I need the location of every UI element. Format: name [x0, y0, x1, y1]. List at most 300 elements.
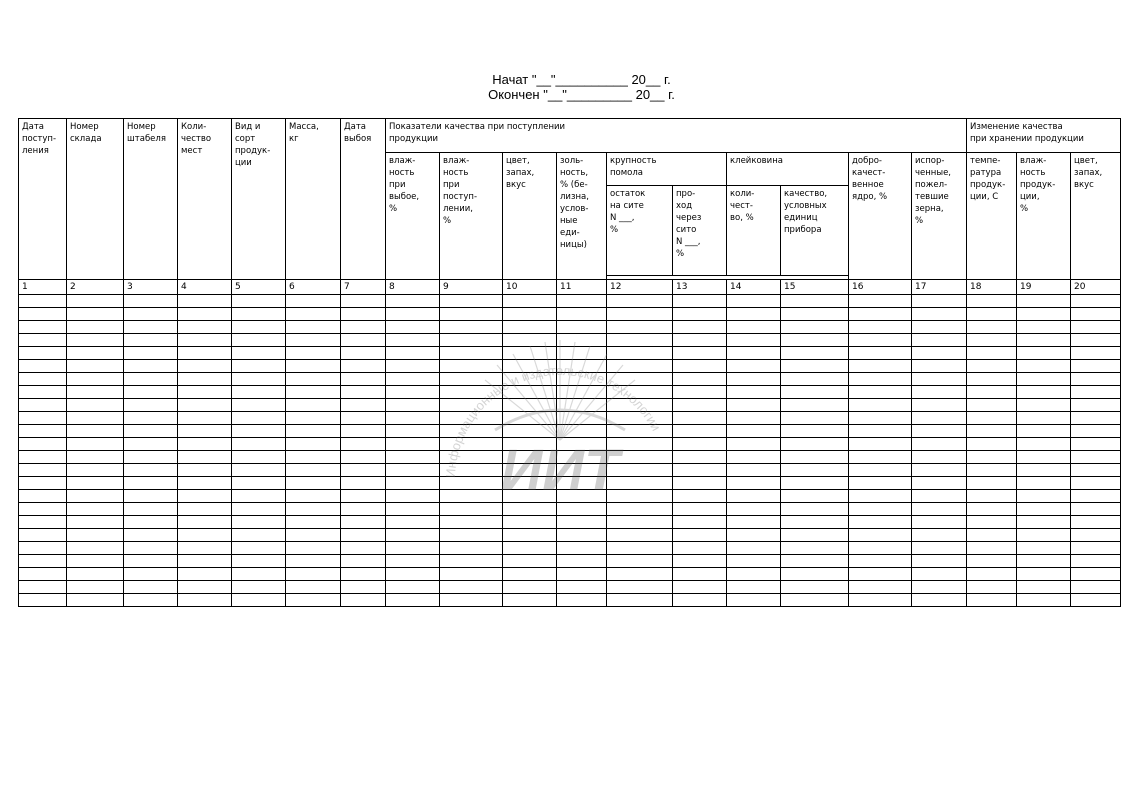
table-cell[interactable] [1017, 308, 1071, 321]
table-cell[interactable] [286, 594, 341, 607]
table-cell[interactable] [503, 464, 557, 477]
table-cell[interactable] [557, 334, 607, 347]
table-cell[interactable] [178, 490, 232, 503]
table-cell[interactable] [124, 412, 178, 425]
table-cell[interactable] [912, 555, 967, 568]
table-cell[interactable] [232, 503, 286, 516]
table-cell[interactable] [232, 451, 286, 464]
table-cell[interactable] [341, 542, 386, 555]
table-cell[interactable] [849, 581, 912, 594]
table-cell[interactable] [19, 529, 67, 542]
table-cell[interactable] [386, 477, 440, 490]
table-cell[interactable] [727, 568, 781, 581]
table-cell[interactable] [178, 568, 232, 581]
table-cell[interactable] [1017, 594, 1071, 607]
table-cell[interactable] [232, 308, 286, 321]
table-cell[interactable] [673, 295, 727, 308]
table-cell[interactable] [124, 451, 178, 464]
table-cell[interactable] [673, 386, 727, 399]
table-cell[interactable] [503, 555, 557, 568]
table-cell[interactable] [967, 399, 1017, 412]
table-cell[interactable] [178, 360, 232, 373]
table-cell[interactable] [607, 412, 673, 425]
table-cell[interactable] [781, 334, 849, 347]
table-cell[interactable] [607, 347, 673, 360]
table-cell[interactable] [178, 334, 232, 347]
table-cell[interactable] [1017, 529, 1071, 542]
table-cell[interactable] [67, 503, 124, 516]
table-cell[interactable] [727, 503, 781, 516]
table-cell[interactable] [440, 373, 503, 386]
table-cell[interactable] [673, 490, 727, 503]
table-cell[interactable] [967, 477, 1017, 490]
table-cell[interactable] [386, 386, 440, 399]
table-cell[interactable] [232, 568, 286, 581]
table-cell[interactable] [781, 568, 849, 581]
table-cell[interactable] [1017, 464, 1071, 477]
table-cell[interactable] [503, 438, 557, 451]
table-cell[interactable] [727, 529, 781, 542]
table-cell[interactable] [967, 529, 1017, 542]
table-cell[interactable] [286, 295, 341, 308]
table-cell[interactable] [727, 425, 781, 438]
table-cell[interactable] [912, 425, 967, 438]
table-cell[interactable] [1017, 477, 1071, 490]
table-cell[interactable] [386, 360, 440, 373]
table-cell[interactable] [557, 568, 607, 581]
table-cell[interactable] [503, 529, 557, 542]
table-cell[interactable] [727, 555, 781, 568]
table-cell[interactable] [124, 308, 178, 321]
table-cell[interactable] [1071, 373, 1121, 386]
table-cell[interactable] [286, 464, 341, 477]
table-cell[interactable] [178, 321, 232, 334]
table-cell[interactable] [124, 529, 178, 542]
table-cell[interactable] [967, 360, 1017, 373]
table-cell[interactable] [1071, 594, 1121, 607]
table-cell[interactable] [849, 516, 912, 529]
table-cell[interactable] [286, 581, 341, 594]
table-cell[interactable] [19, 412, 67, 425]
table-cell[interactable] [607, 295, 673, 308]
table-cell[interactable] [1071, 399, 1121, 412]
table-cell[interactable] [912, 542, 967, 555]
table-cell[interactable] [673, 438, 727, 451]
table-cell[interactable] [607, 399, 673, 412]
table-cell[interactable] [912, 451, 967, 464]
table-cell[interactable] [967, 386, 1017, 399]
table-cell[interactable] [1071, 477, 1121, 490]
table-cell[interactable] [286, 477, 341, 490]
table-cell[interactable] [781, 581, 849, 594]
table-cell[interactable] [286, 555, 341, 568]
table-cell[interactable] [1071, 542, 1121, 555]
table-cell[interactable] [607, 451, 673, 464]
table-cell[interactable] [967, 334, 1017, 347]
table-cell[interactable] [341, 321, 386, 334]
table-cell[interactable] [178, 581, 232, 594]
table-cell[interactable] [849, 425, 912, 438]
table-cell[interactable] [967, 464, 1017, 477]
table-cell[interactable] [673, 321, 727, 334]
table-cell[interactable] [286, 373, 341, 386]
table-cell[interactable] [67, 360, 124, 373]
table-cell[interactable] [912, 581, 967, 594]
table-cell[interactable] [727, 386, 781, 399]
table-cell[interactable] [386, 451, 440, 464]
table-cell[interactable] [178, 477, 232, 490]
table-cell[interactable] [178, 516, 232, 529]
table-cell[interactable] [124, 594, 178, 607]
table-cell[interactable] [503, 490, 557, 503]
table-cell[interactable] [178, 464, 232, 477]
table-cell[interactable] [386, 542, 440, 555]
table-cell[interactable] [557, 438, 607, 451]
table-cell[interactable] [727, 399, 781, 412]
table-cell[interactable] [232, 581, 286, 594]
table-cell[interactable] [19, 490, 67, 503]
table-cell[interactable] [124, 347, 178, 360]
table-cell[interactable] [67, 373, 124, 386]
table-cell[interactable] [849, 347, 912, 360]
table-cell[interactable] [1017, 503, 1071, 516]
table-cell[interactable] [341, 503, 386, 516]
table-cell[interactable] [727, 334, 781, 347]
table-cell[interactable] [67, 295, 124, 308]
table-cell[interactable] [673, 555, 727, 568]
table-cell[interactable] [849, 334, 912, 347]
table-cell[interactable] [781, 542, 849, 555]
table-cell[interactable] [912, 503, 967, 516]
table-cell[interactable] [1017, 321, 1071, 334]
table-cell[interactable] [440, 412, 503, 425]
table-cell[interactable] [386, 425, 440, 438]
table-cell[interactable] [124, 581, 178, 594]
table-cell[interactable] [341, 477, 386, 490]
table-cell[interactable] [1017, 399, 1071, 412]
table-cell[interactable] [967, 555, 1017, 568]
table-cell[interactable] [124, 568, 178, 581]
table-cell[interactable] [178, 594, 232, 607]
table-cell[interactable] [67, 347, 124, 360]
table-cell[interactable] [286, 568, 341, 581]
table-cell[interactable] [503, 568, 557, 581]
table-cell[interactable] [440, 464, 503, 477]
table-cell[interactable] [286, 542, 341, 555]
table-cell[interactable] [557, 490, 607, 503]
table-cell[interactable] [386, 555, 440, 568]
table-cell[interactable] [557, 503, 607, 516]
table-cell[interactable] [341, 373, 386, 386]
table-cell[interactable] [67, 308, 124, 321]
table-cell[interactable] [178, 412, 232, 425]
table-cell[interactable] [19, 347, 67, 360]
table-cell[interactable] [781, 451, 849, 464]
table-cell[interactable] [341, 308, 386, 321]
table-cell[interactable] [727, 295, 781, 308]
table-cell[interactable] [1017, 386, 1071, 399]
table-cell[interactable] [557, 529, 607, 542]
table-cell[interactable] [440, 490, 503, 503]
table-cell[interactable] [386, 568, 440, 581]
table-cell[interactable] [67, 581, 124, 594]
table-cell[interactable] [286, 308, 341, 321]
table-cell[interactable] [19, 321, 67, 334]
table-cell[interactable] [673, 529, 727, 542]
table-cell[interactable] [727, 321, 781, 334]
table-cell[interactable] [781, 412, 849, 425]
table-cell[interactable] [286, 321, 341, 334]
table-cell[interactable] [673, 568, 727, 581]
table-cell[interactable] [967, 347, 1017, 360]
table-cell[interactable] [286, 347, 341, 360]
table-cell[interactable] [673, 464, 727, 477]
table-cell[interactable] [912, 295, 967, 308]
table-cell[interactable] [286, 529, 341, 542]
table-cell[interactable] [1071, 334, 1121, 347]
table-cell[interactable] [440, 360, 503, 373]
table-cell[interactable] [232, 477, 286, 490]
table-cell[interactable] [557, 321, 607, 334]
table-cell[interactable] [440, 321, 503, 334]
table-cell[interactable] [341, 451, 386, 464]
table-cell[interactable] [607, 308, 673, 321]
table-cell[interactable] [503, 451, 557, 464]
table-cell[interactable] [673, 373, 727, 386]
table-cell[interactable] [727, 477, 781, 490]
table-cell[interactable] [124, 386, 178, 399]
table-cell[interactable] [440, 438, 503, 451]
table-cell[interactable] [1017, 490, 1071, 503]
table-cell[interactable] [673, 516, 727, 529]
table-cell[interactable] [178, 347, 232, 360]
table-cell[interactable] [232, 386, 286, 399]
table-cell[interactable] [781, 386, 849, 399]
table-cell[interactable] [67, 321, 124, 334]
table-cell[interactable] [503, 347, 557, 360]
table-cell[interactable] [386, 321, 440, 334]
table-cell[interactable] [124, 425, 178, 438]
table-cell[interactable] [781, 347, 849, 360]
table-cell[interactable] [967, 373, 1017, 386]
table-cell[interactable] [1017, 581, 1071, 594]
table-cell[interactable] [124, 295, 178, 308]
table-cell[interactable] [849, 464, 912, 477]
table-cell[interactable] [503, 581, 557, 594]
table-cell[interactable] [849, 412, 912, 425]
table-cell[interactable] [607, 373, 673, 386]
table-cell[interactable] [912, 321, 967, 334]
table-cell[interactable] [912, 516, 967, 529]
table-cell[interactable] [607, 334, 673, 347]
table-cell[interactable] [607, 360, 673, 373]
table-cell[interactable] [607, 477, 673, 490]
table-cell[interactable] [19, 386, 67, 399]
table-cell[interactable] [286, 334, 341, 347]
table-cell[interactable] [19, 295, 67, 308]
table-cell[interactable] [607, 568, 673, 581]
table-cell[interactable] [781, 308, 849, 321]
table-cell[interactable] [503, 516, 557, 529]
table-cell[interactable] [967, 295, 1017, 308]
table-cell[interactable] [386, 373, 440, 386]
table-cell[interactable] [178, 503, 232, 516]
table-cell[interactable] [341, 412, 386, 425]
table-cell[interactable] [1017, 568, 1071, 581]
table-cell[interactable] [727, 412, 781, 425]
table-cell[interactable] [849, 477, 912, 490]
table-cell[interactable] [124, 399, 178, 412]
table-cell[interactable] [124, 516, 178, 529]
table-cell[interactable] [1071, 555, 1121, 568]
table-cell[interactable] [232, 555, 286, 568]
table-cell[interactable] [19, 503, 67, 516]
table-cell[interactable] [607, 516, 673, 529]
table-cell[interactable] [341, 334, 386, 347]
table-cell[interactable] [440, 555, 503, 568]
table-cell[interactable] [849, 360, 912, 373]
table-cell[interactable] [386, 295, 440, 308]
table-cell[interactable] [781, 529, 849, 542]
table-cell[interactable] [673, 334, 727, 347]
table-cell[interactable] [727, 594, 781, 607]
table-cell[interactable] [178, 308, 232, 321]
table-cell[interactable] [727, 490, 781, 503]
table-cell[interactable] [557, 399, 607, 412]
table-cell[interactable] [386, 594, 440, 607]
table-cell[interactable] [727, 516, 781, 529]
table-cell[interactable] [1017, 412, 1071, 425]
table-cell[interactable] [19, 477, 67, 490]
table-cell[interactable] [912, 373, 967, 386]
table-cell[interactable] [386, 399, 440, 412]
table-cell[interactable] [1071, 503, 1121, 516]
table-cell[interactable] [178, 295, 232, 308]
table-cell[interactable] [1071, 347, 1121, 360]
table-cell[interactable] [673, 308, 727, 321]
table-cell[interactable] [178, 373, 232, 386]
table-cell[interactable] [67, 568, 124, 581]
table-cell[interactable] [781, 373, 849, 386]
table-cell[interactable] [607, 490, 673, 503]
table-cell[interactable] [286, 490, 341, 503]
table-cell[interactable] [1071, 581, 1121, 594]
table-cell[interactable] [386, 347, 440, 360]
table-cell[interactable] [232, 464, 286, 477]
table-cell[interactable] [178, 529, 232, 542]
table-cell[interactable] [912, 594, 967, 607]
table-cell[interactable] [607, 594, 673, 607]
table-cell[interactable] [386, 503, 440, 516]
table-cell[interactable] [341, 347, 386, 360]
table-cell[interactable] [727, 438, 781, 451]
table-cell[interactable] [286, 386, 341, 399]
table-cell[interactable] [286, 425, 341, 438]
table-cell[interactable] [727, 581, 781, 594]
table-cell[interactable] [386, 529, 440, 542]
table-cell[interactable] [503, 308, 557, 321]
table-cell[interactable] [607, 386, 673, 399]
table-cell[interactable] [503, 295, 557, 308]
table-cell[interactable] [967, 581, 1017, 594]
table-cell[interactable] [386, 334, 440, 347]
table-cell[interactable] [607, 542, 673, 555]
table-cell[interactable] [503, 321, 557, 334]
table-cell[interactable] [967, 438, 1017, 451]
table-cell[interactable] [849, 321, 912, 334]
table-cell[interactable] [232, 412, 286, 425]
table-cell[interactable] [912, 308, 967, 321]
table-cell[interactable] [781, 594, 849, 607]
table-cell[interactable] [557, 477, 607, 490]
table-cell[interactable] [386, 308, 440, 321]
table-cell[interactable] [386, 581, 440, 594]
table-cell[interactable] [178, 386, 232, 399]
table-cell[interactable] [673, 412, 727, 425]
table-cell[interactable] [232, 516, 286, 529]
table-cell[interactable] [232, 438, 286, 451]
table-cell[interactable] [1017, 373, 1071, 386]
table-cell[interactable] [849, 503, 912, 516]
table-cell[interactable] [781, 503, 849, 516]
table-cell[interactable] [727, 542, 781, 555]
table-cell[interactable] [232, 425, 286, 438]
table-cell[interactable] [440, 347, 503, 360]
table-cell[interactable] [286, 360, 341, 373]
table-cell[interactable] [386, 464, 440, 477]
table-cell[interactable] [849, 386, 912, 399]
table-cell[interactable] [19, 555, 67, 568]
table-cell[interactable] [232, 347, 286, 360]
table-cell[interactable] [912, 477, 967, 490]
table-cell[interactable] [727, 308, 781, 321]
table-cell[interactable] [19, 399, 67, 412]
table-cell[interactable] [503, 477, 557, 490]
table-cell[interactable] [912, 360, 967, 373]
table-cell[interactable] [124, 503, 178, 516]
table-cell[interactable] [557, 373, 607, 386]
table-cell[interactable] [967, 516, 1017, 529]
table-cell[interactable] [19, 594, 67, 607]
table-cell[interactable] [19, 581, 67, 594]
table-cell[interactable] [849, 529, 912, 542]
table-cell[interactable] [124, 477, 178, 490]
table-cell[interactable] [124, 464, 178, 477]
table-cell[interactable] [1017, 334, 1071, 347]
table-cell[interactable] [1071, 516, 1121, 529]
table-cell[interactable] [341, 386, 386, 399]
table-cell[interactable] [67, 516, 124, 529]
table-cell[interactable] [232, 490, 286, 503]
table-cell[interactable] [912, 464, 967, 477]
table-cell[interactable] [557, 425, 607, 438]
table-cell[interactable] [607, 529, 673, 542]
table-cell[interactable] [440, 516, 503, 529]
table-cell[interactable] [67, 542, 124, 555]
table-cell[interactable] [1017, 451, 1071, 464]
table-cell[interactable] [124, 321, 178, 334]
table-cell[interactable] [912, 529, 967, 542]
table-cell[interactable] [440, 542, 503, 555]
table-cell[interactable] [607, 503, 673, 516]
table-cell[interactable] [503, 594, 557, 607]
table-cell[interactable] [1071, 568, 1121, 581]
table-cell[interactable] [124, 490, 178, 503]
table-cell[interactable] [967, 451, 1017, 464]
table-cell[interactable] [19, 425, 67, 438]
table-cell[interactable] [67, 412, 124, 425]
table-cell[interactable] [912, 568, 967, 581]
